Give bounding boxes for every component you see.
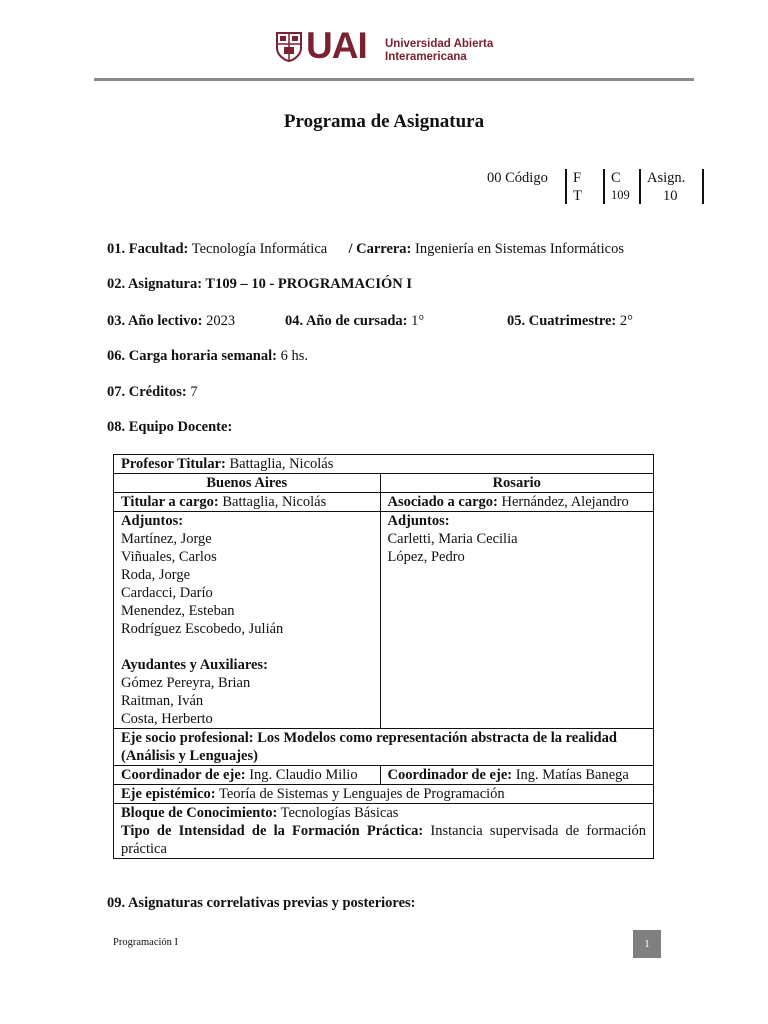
table-row	[114, 474, 654, 493]
list-item: López, Pedro	[387, 549, 465, 565]
facultad-label: 01. Facultad:	[107, 241, 189, 257]
correlativas-label: 09. Asignaturas correlativas previas y posteriores:	[107, 895, 416, 911]
list-item: Gómez Pereyra, Brian	[121, 675, 251, 691]
list-item: Viñuales, Carlos	[121, 549, 217, 565]
asociado-label: Asociado a cargo:	[387, 494, 498, 510]
logo-wordmark: UAI	[306, 25, 367, 66]
equipo-docente-label: 08. Equipo Docente:	[107, 419, 233, 435]
list-item: Rodríguez Escobedo, Julián	[121, 621, 284, 637]
header-divider	[94, 78, 694, 81]
bloque-value: Tecnologías Básicas	[280, 805, 399, 821]
carga-horaria	[107, 348, 308, 365]
cuatrimestre	[507, 313, 633, 330]
asociado-value: Hernández, Alejandro	[501, 494, 629, 510]
anio-lectivo-label: 03. Año lectivo:	[107, 313, 203, 329]
code-divider-1	[565, 169, 567, 204]
list-item: Raitman, Iván	[121, 693, 204, 709]
eje-socio-profesional-cell: Eje socio profesional: Los Modelos como representación abstracta de la realidad (Análisis y Lenguajes)	[114, 729, 654, 766]
anio-cursada-value: 1°	[411, 313, 425, 329]
carga-value: 6 hs.	[280, 348, 308, 364]
ros-staff-cell	[380, 512, 654, 729]
asociado-cargo-cell	[380, 493, 654, 512]
coord-ros-value: Ing. Matías Banega	[515, 767, 629, 783]
table-row	[114, 785, 654, 804]
ba-adjuntos-label: Adjuntos:	[121, 513, 184, 529]
ba-staff-cell	[114, 512, 381, 729]
list-item: Martínez, Jorge	[121, 531, 212, 547]
logo-line-1: Universidad Abierta	[385, 38, 494, 50]
coordinador-ba-cell	[114, 766, 381, 785]
list-item: Roda, Jorge	[121, 567, 191, 583]
profesor-label: Profesor Titular:	[121, 456, 226, 472]
eje-epi-label: Eje epistémico:	[121, 786, 216, 802]
logo-line-2: Interamericana	[385, 51, 467, 63]
equipo-docente-table	[113, 454, 654, 859]
code-c-value: 109	[611, 188, 630, 202]
uai-logo	[276, 25, 506, 66]
eje-epistemico-cell	[114, 785, 654, 804]
cuatrimestre-label: 05. Cuatrimestre:	[507, 313, 617, 329]
asign-value: 10	[663, 188, 678, 204]
coord-ba-value: Ing. Claudio Milio	[249, 767, 358, 783]
asign-label: Asign.	[647, 170, 686, 186]
code-t: T	[573, 188, 582, 204]
code-divider-2	[603, 169, 605, 204]
anio-lectivo	[107, 313, 235, 330]
carrera-label: / Carrera:	[348, 241, 412, 257]
coordinador-ros-cell	[380, 766, 654, 785]
list-item: Menendez, Esteban	[121, 603, 235, 619]
table-row	[114, 493, 654, 512]
list-item: Cardacci, Darío	[121, 585, 213, 601]
coord-ba-label: Coordinador de eje:	[121, 767, 246, 783]
ros-adjuntos-label: Adjuntos:	[387, 513, 450, 529]
col-header-rosario: Rosario	[380, 474, 654, 493]
tipo-label: Tipo de Intensidad de la Formación Práctica:	[121, 823, 424, 839]
spacer	[121, 638, 373, 656]
carrera-value: Ingeniería en Sistemas Informáticos	[415, 241, 624, 257]
ba-ayudantes-label: Ayudantes y Auxiliares:	[121, 657, 268, 673]
code-f: F	[573, 170, 582, 186]
creditos-value: 7	[190, 384, 198, 400]
anio-cursada	[285, 313, 424, 330]
col-header-buenos-aires: Buenos Aires	[114, 474, 381, 493]
asignatura-line: 02. Asignatura: T109 – 10 - PROGRAMACIÓN I	[107, 276, 413, 292]
logo-university-name	[385, 38, 493, 64]
facultad-value: Tecnología Informática	[191, 241, 328, 257]
anio-lectivo-value: 2023	[206, 313, 236, 329]
eje-epi-value: Teoría de Sistemas y Lenguajes de Programación	[219, 786, 505, 802]
carga-label: 06. Carga horaria semanal:	[107, 348, 277, 364]
coord-ros-label: Coordinador de eje:	[387, 767, 513, 783]
code-divider-3	[639, 169, 641, 204]
page-number: 1	[633, 930, 661, 958]
profesor-titular-cell	[114, 455, 654, 474]
table-row	[114, 455, 654, 474]
cuatrimestre-value: 2°	[619, 313, 633, 329]
table-row	[114, 804, 654, 859]
list-item: Costa, Herberto	[121, 711, 213, 727]
code-c: C	[611, 170, 621, 186]
codigo-label: 00 Código	[487, 170, 548, 186]
bloque-label: Bloque de Conocimiento:	[121, 805, 278, 821]
table-row	[114, 766, 654, 785]
titular-cargo-cell	[114, 493, 381, 512]
document-title: Programa de Asignatura	[283, 111, 485, 132]
list-item: Carletti, Maria Cecilia	[387, 531, 518, 547]
footer-course-name: Programación I	[113, 937, 179, 948]
code-divider-4	[702, 169, 704, 204]
table-row	[114, 512, 654, 729]
creditos	[107, 384, 198, 401]
tipo-value: Instancia supervisada de formación práctica	[121, 823, 647, 857]
facultad-line	[107, 241, 624, 258]
profesor-value: Battaglia, Nicolás	[229, 456, 334, 472]
bloque-conocimiento-cell	[114, 804, 654, 859]
shield-icon	[276, 32, 302, 62]
anio-cursada-label: 04. Año de cursada:	[285, 313, 408, 329]
table-row	[114, 729, 654, 766]
titular-label: Titular a cargo:	[121, 494, 219, 510]
titular-value: Battaglia, Nicolás	[222, 494, 327, 510]
creditos-label: 07. Créditos:	[107, 384, 187, 400]
